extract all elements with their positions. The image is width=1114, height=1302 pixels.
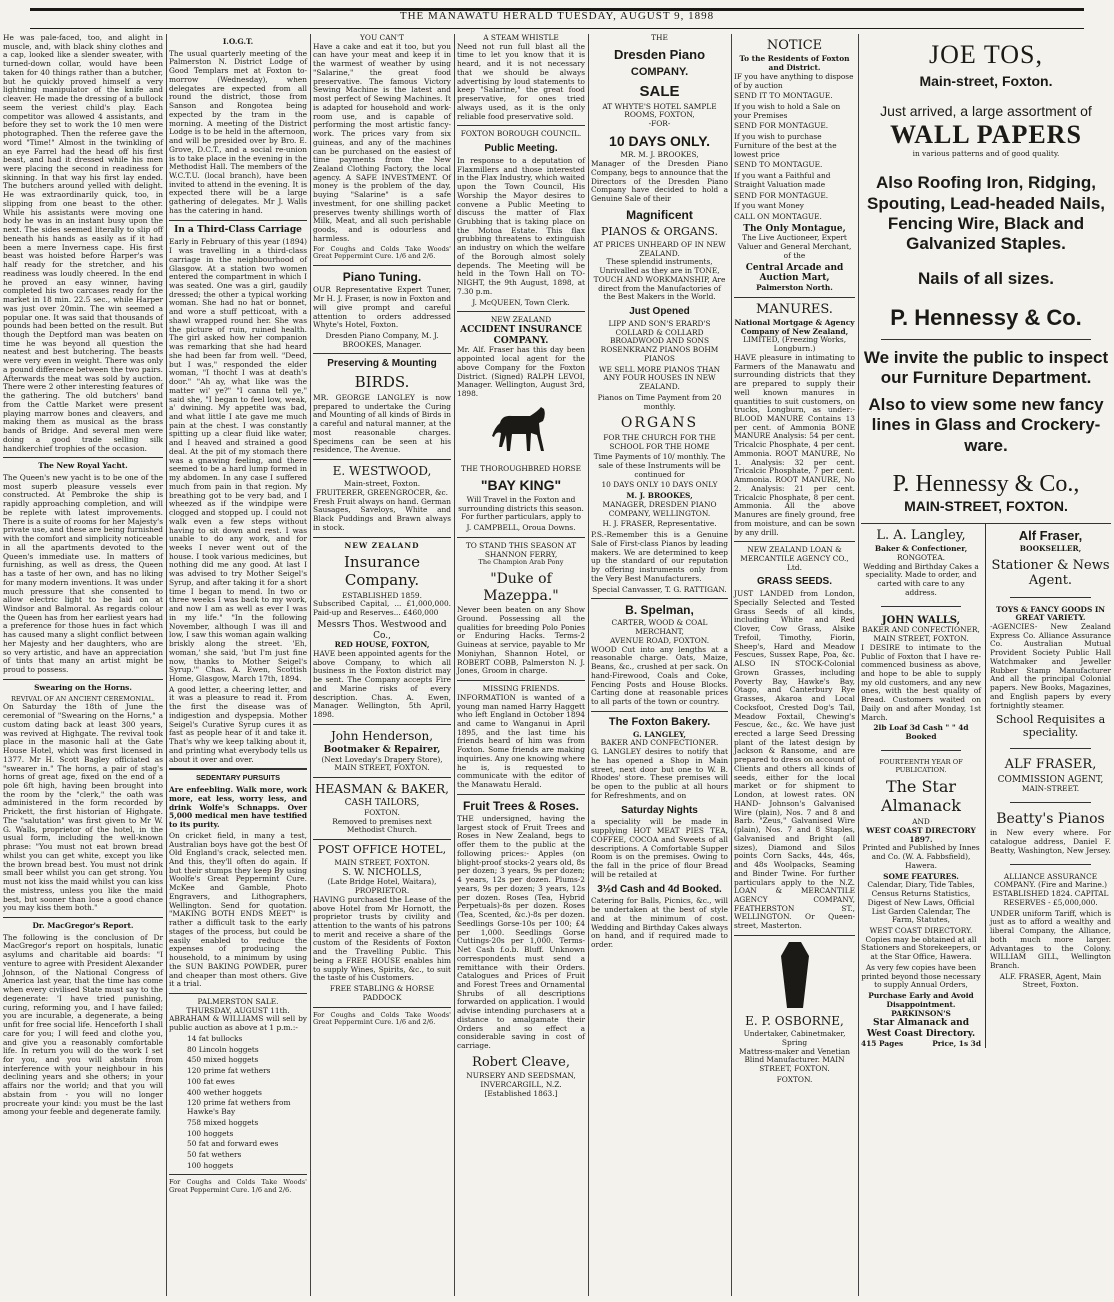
ad-subcolumn <box>986 524 1111 1048</box>
list-item: 14 fat bullocks <box>187 1033 243 1043</box>
ad-text: WE SELL MORE PIANOS THAN ANY FOUR HOUSES IN NEW ZEALAND. <box>598 364 721 392</box>
ad-heading: The Star Almanack <box>881 777 961 816</box>
ad-text: UNDER uniform Tariff, which is just as to afford a wealthy and liberal Company, the Alliance, both much more larger. Advantages to the Colony. WILLIAM GILL, Wellington Branch. <box>990 908 1111 970</box>
ad-text: a speciality will be made in supplying HOT MEAT PIES TEA, COFFEE, COCOA and Sweets of all descriptions. A Comfortable Supper Room is on the premises. Owing to the fall in the price of flour Bread will be retailed at <box>591 817 728 879</box>
ad-heading: 10 DAYS ONLY. <box>609 132 710 149</box>
list-item: If you wish to purchase Furniture of the best at the lowest price <box>734 132 837 159</box>
ad-text: Removed to premises next Methodist Church. <box>332 816 432 835</box>
list-item: If you wish to hold a Sale on your Premises <box>734 102 841 120</box>
sale-list <box>169 1035 307 1171</box>
ad-heading: PIANOS & ORGANS. <box>601 225 718 238</box>
column-2 <box>166 34 310 1296</box>
ad-text: FRUITERER, GREENGROCER, &c. <box>315 487 449 497</box>
column-7 <box>858 34 1114 1296</box>
ad-text: -AGENCIES- New Zealand Express Co. Alliance Assurance Co. Australian Mutual Provident Society Public Hall Watchmaker and Jeweller Rubber Stamp Manufacturer And all the principal Colonial papers. New Books, Magazines, and English papers by every fortnightly steamer. <box>990 621 1111 710</box>
ad-text: BOOKSELLER, <box>1019 544 1082 554</box>
column-5 <box>588 34 731 1296</box>
ad-heading: E. P. OSBORNE, <box>745 1013 844 1028</box>
list-item: 120 prime fat wethers <box>187 1066 271 1076</box>
ad-text: Baker & Confectioner, <box>874 544 968 554</box>
ad-text: For Coughs and Colds Take Woods' Great Peppermint Cure. 1/6 and 2/6. <box>169 1178 307 1195</box>
list-item: IF you have anything to dispose of by auction <box>734 71 854 90</box>
ad-text: COMMISSION AGENT, <box>997 774 1104 785</box>
list-item: 50 fat wethers <box>187 1150 242 1159</box>
ad-text: MAIN STREET, FOXTON. <box>334 857 430 867</box>
ad-heading: ORGANS <box>620 415 699 432</box>
ad-heading: NEW ZEALAND LOAN & MERCANTILE AGENCY CO., Ltd. <box>740 545 849 572</box>
ad-heading: Just Opened <box>629 306 690 318</box>
ad-heading: ACCIDENT INSURANCE COMPANY. <box>460 325 582 346</box>
ad-heading: "BAY KING" <box>480 477 562 494</box>
ad-text: ALLIANCE ASSURANCE COMPANY. (Fire and Marine.) ESTABLISHED 1824. CAPITAL RESERVES - £5,000,000. <box>992 871 1109 907</box>
coffin-illustration <box>775 940 815 1010</box>
ad-text: Also Roofing Iron, Ridging, Spouting, Lead-headed Nails, Fencing Wire, Black and Galvanized Staples. <box>866 173 1106 254</box>
ad-heading: To the Residents of Foxton and District. <box>739 54 850 73</box>
ad-text: JUST LANDED from London, Specially Selected and Tested Grass Seeds of all kinds, including White and Red Clover, Cow Grass, Alsike Trefoil, Timothy, Fiorin, Sheep's, Hard and Meadow Fescues, Sussex Rape, Poa, &c. ALSO IN STOCK-Colonial Grown Grasses, including Poverty Bay, Hawke's Bay, Otago, and Canterbury Rye Grasses, Akaroa and Local Cocksfoot, Crested Dog's Tail, Meadow Foxtail, Chewing's Fescue, &c., &c. We have just erected a large Seed Dressing plant of the latest design by Jackson & Ransome, and are prepared to dress on account of Clients and others all kinds of seeds, either for the local market or for shipment to London, at lowest rates. ON HAND- Johnson's Galvanised Wire (plain), Nos. 7 and 8 and Barb. "Zeus," Galvanised Wire (plain), Nos. 7 and 8 Staples, Galvanised and Bright (all sizes), Diamond and Silos points Corn Sacks, 44s, 46s, and 48s Woolpacks, Seaming and Binder Twine. For further particulars apply to the N.Z. LOAN & MERCANTILE AGENCY COMPANY, FEATHERSTON ST., WELLINGTON. Or Queen-street, Masterton. <box>734 589 855 931</box>
ad-heading: PALMERSTON SALE. <box>197 996 279 1006</box>
ad-heading: P. Hennessy & Co., <box>892 470 1080 497</box>
ad-heading: E. WESTWOOD, <box>332 464 432 479</box>
ad-heading: National Mortgage & Agency Company of New Zealand, <box>734 317 855 336</box>
ad-text: HAVE pleasure in intimating to Farmers of the Manawatu and surrounding districts that they are prepared to supply their well known manures in quantities to suit customers, on trucks, Longburn, as under:- BLOOD MANURE Contains 13 per cent. of Ammonia BONE MANURE Analysis: 54 per cent. Tricalcic Phosphate, 4 per cent. Ammonia. ROOT MANURE, No 1. Analysis: 32 per cent. Tricalcic Phosphate, 7 per cent. Ammonia. ROOT MANURE, No 2. Analysis: 21 per cent. Tricalcic Phosphate, 8 per cent. Ammonia. All the above Manures are finely ground, free from moisture, and can be sown by any drill. <box>734 352 855 537</box>
ad-text: G. LANGLEY desires to notify that he has opened a Shop in Main street, next door but one to W. B. Rhodes' store. These premises will be open to the public at all hours for Refreshments, and on <box>591 747 728 800</box>
list-item: 80 Lincoln hoggets <box>187 1044 259 1054</box>
list-item: 758 mixed hoggets <box>187 1117 259 1127</box>
ad-text: Messrs Thos. Westwood and Co., <box>317 619 447 641</box>
article-subheading: REVIVAL OF AN ANCIENT CEREMONIAL. <box>10 694 156 703</box>
ad-text: AND <box>912 817 930 827</box>
ad-heading: COMPANY. <box>630 66 689 79</box>
ad-text: MR. GEORGE LANGLEY is now prepared to undertake the Curing and Mounting of all kinds of Birds in a careful and natural manner, at the most reasonable charges. Specimens can be seen at his residence, The Avenue. <box>313 392 451 455</box>
ad-text: WOOD Cut into any lengths at a reasonable charge. Oats, Maize, Beans, &c., crushed at per sack. On hand-Firewood, Coals and Coke, Fencing Posts and House Blocks. Carting done at reasonable prices to all parts of the town or country. <box>591 644 728 707</box>
ad-heading: Public Meeting. <box>484 143 558 155</box>
ad-text: Main-street, Foxton. <box>343 479 421 489</box>
column-4 <box>454 34 588 1296</box>
ad-heading: MISSING FRIENDS. <box>482 684 560 694</box>
article-heading: The New Royal Yacht. <box>38 461 128 471</box>
article-text: Early in February of this year (1894) I was travelling in a third-class carriage in the neighbourhood of Glasgow. At a station two women entered the compartment in which I was seated. One was a girl, gaudily dressed; the other a typical working woman. She had no hat or bonnet, and wore a stuff petticoat, with a shawl wrapped round her. She was the picture of ruin, ruined health. The girl asked how her companion was remarking that she had heard she had been far from well. "Deed, but I was," responded the elder woman, "I thocht I was at death's door." "Ah ay, what like was the matter wi' ye?" "I canna tell ye," said she, "I began to feel low, weak, a' dwining. My appetite was bad, and what little I ate gave me much pain at the chest. I was constantly spitting up a clear fluid like water, and I heaved and strained a good deal. At the pit of my stomach there was a gnawing feeling, and there seemed to be a hard lump formed in my abdomen. In any case I suffered much from pain in that region. My breathing got to be very bad, and I wheezed as if the windpipe were clogged and stopped up. I could not walk even a few steps without having to sit down and rest. I was unable to do any work, and for weeks I never went out of the house. I took various medicines, but nothing did me any good. At last I was advised to try Mother Seigel's Syrup, and after taking it for a short time I began to mend. In two or three weeks I was back to my work, and now I am as well as ever I was in my life." "In the following November, although I was ill and low, I saw this woman again walking briskly along the street. 'Eh, woman,' she said, 'but I'm just fine now, thanks to Mother Seigel's Syrup.'" Chas. A. Ewen, Scottish Home, Glasgow, March 17th, 1894. <box>169 237 307 684</box>
ad-heading: JOHN WALLS, <box>881 614 961 626</box>
ad-text: ALF. FRASER, Agent, Main Street, Foxton. <box>999 971 1102 990</box>
ad-text: -FOR- <box>648 119 671 129</box>
ad-heading: School Requisites a speciality. <box>995 713 1106 740</box>
ad-date: THURSDAY, AUGUST 11th. <box>186 1005 290 1015</box>
ad-text: I DESIRE to intimate to the Public of Foxton that I have re-commenced business as above, and hope to be able to supply my old customers, and any new ones, with the best quality of Bread. Customers waited on Daily on and after Monday, 1st March. <box>861 642 981 722</box>
ad-text: Main-street, Foxton. <box>919 72 1053 89</box>
ad-text: FOR THE CHURCH FOR THE SCHOOL FOR THE HOME <box>603 432 716 451</box>
ad-heading: FOXTON BOROUGH COUNCIL. <box>460 129 582 139</box>
ad-text: ESTABLISHED 1859. <box>342 590 422 600</box>
ad-text: THE undersigned, having the largest stock of Fruit Trees and Roses in New Zealand, begs to offer them to the public at the following prices:- Apples (on blight-proof stocks-2 years old, 8s per dozen; 3 years, 9s per dozen; 4 years, 12s per dozen. Plums-2 years, 9s per dozen; 3 years, 12s per dozen. Roses (Tea, Hybrid Perpetuals)-8s per dozen. Roses (Tea, Scented, &c.)-8s per dozen. Seedlings Gorse-10s per 100; £4 per 1,000. Seedlings Gorse Cuttings-20s per 1,000. Terms-Net Cash f.o.b. Bluff. Unknown correspondents must send a remittance with their Orders. Catalogues and Prices of Fruit and Forest Trees and Ornamental Shrubs of all descriptions forwarded on application. I would advise intending purchasers at a distance to amalgamate their Orders and so effect a considerable saving in cost of carriage. <box>457 814 585 1051</box>
list-item: 50 fat and forward ewes <box>187 1139 279 1149</box>
article-heading: Swearing on the Horns. <box>34 682 132 692</box>
list-item: If you want a Faithful and Straight Valuation made <box>734 171 831 189</box>
ad-text: Undertaker, Cabinetmaker, Spring <box>743 1029 846 1047</box>
ad-text: J. McQUEEN, Town Clerk. <box>472 297 570 307</box>
ad-text: Purchase Early and Avoid Disappointment. <box>868 991 974 1009</box>
ad-text: Need not run full blast all the time to let you know that it is heard, and it is not necessary that we should be always advertising by loud statements to keep "Salarine," the great food preservative, for ones tried always used, as it is the only reliable food preservative sold. <box>457 41 585 121</box>
ad-text: FOXTON. <box>364 807 400 817</box>
list-item: SEND TO MONTAGUE. <box>734 160 823 170</box>
ad-text: RONGOTEA. <box>896 552 946 562</box>
ad-text: These splendid instruments, Unrivalled as they are in TONE, TOUCH AND WORKMANSHIP, Are direct from the Manufactories of the Best Makers in the World. <box>593 257 726 302</box>
ad-heading: MANURES. <box>756 301 833 317</box>
ad-text: The Live Auctioneer, Expert Valuer and General Merchant, of the <box>737 233 852 260</box>
ad-heading: JOE TOS, <box>929 40 1043 69</box>
ad-heading: Central Arcade and Auction Mart, <box>745 262 844 284</box>
ad-text: FREE STABLING & HORSE PADDOCK <box>329 984 435 1002</box>
ad-text: In response to a deputation of Flaxmillers and those interested in the Flax Industry, which waited upon the Town Council, His Worship the Mayor desires to convene a Public Meeting to discuss the matter of Flax Grubbing that is taking place on the Motoa Estate. This flax grubbing threatens to extinguish an industry on which the welfare of the Borough almost solely depends. The Meeting will be held in the Town Hall on TO-NIGHT, the 9th August, 1898, at 7.30 p.m. <box>457 155 585 296</box>
ad-text: G. LANGLEY, <box>633 729 686 739</box>
list-item: 100 fat ewes <box>187 1076 235 1086</box>
horse-illustration <box>486 403 556 461</box>
article-heading: Dr. MacGregor's Report. <box>32 921 134 930</box>
list-item: SEND FOR MONTAGUE. <box>734 190 829 200</box>
list-item: CALL ON MONTAGUE. <box>734 212 822 222</box>
list-item: 450 mixed hoggets <box>187 1055 259 1065</box>
ad-text: BAKER AND CONFECTIONER, <box>862 625 980 635</box>
ad-text: Just arrived, a large assortment of <box>880 103 1092 120</box>
article-heading: I.O.G.T. <box>222 37 254 46</box>
ad-heading: NOTICE <box>766 38 823 53</box>
list-item: 100 hoggets <box>187 1160 234 1170</box>
ad-text: Never been beaten on any Show Ground. Possessing all the qualities for breeding Polo Ponies or Enduring Hacks. Terms-2 Guineas at service, payable to Mr Moniyhan, Shannon Hotel, or ROBERT COBB, Palmerston N. J. Jones, Groom in charge. <box>457 605 585 676</box>
ad-text: [Established 1863.] <box>484 1088 558 1098</box>
ad-text: FOURTEENTH YEAR OF PUBLICATION. <box>879 757 963 774</box>
ad-text: For Coughs and Colds Take Woods' Great Peppermint Cure. 1/6 and 2/6. <box>313 1010 451 1027</box>
ad-text: INFORMATION is wanted of a young man named Harry Haggett who left England in October 1894 and came to Wanganui in April 1895, and the last time his friends heard of him was from Foxton. Some friends are making inquiries. Any one knowing where he is, is requested to communicate with the editor of the Manawatu Herald. <box>457 692 585 790</box>
ad-heading: Saturday Nights <box>621 804 698 816</box>
ad-text: LIPP AND SON'S ERARD'S COLLARD & COLLARD BROADWOOD AND SONS ROSENKRANZ PIANOS BOHM PIANOS <box>600 318 719 363</box>
ad-heading: Star Almanack and West Coast Directory. <box>866 1018 976 1039</box>
ad-text: Have a cake and eat it too, but you can have your meat and keep it in the warmest of weather by using "Salarine," the great food preservative. The famous Victory Sewing Machine is the latest and most perfect of Sewing Machines. It is adapted for household and work-room use, and is capable of performing the most artistic fancy-work. The prices vary from six guineas, and any of the machines can be purchased on the easiest of time payments from the New Zealand Clothing Factory, the local agency. A SAFE INVESTMENT. Of money is the problem of the day, buying "Salarine" is a safe investment, for one shilling packet preserves twenty shillings worth of Milk, Meat, and all such perishable goods, and is odourless and harmless. <box>313 41 451 243</box>
column-3 <box>310 34 454 1296</box>
ad-heading: Robert Cleave, <box>472 1054 570 1070</box>
ad-heading: YOU CAN'T <box>360 34 404 42</box>
ad-text: BAKER AND CONFECTIONER. <box>600 738 719 748</box>
ad-heading: Magnificent <box>626 207 693 222</box>
list-item: SEND FOR MONTAGUE. <box>734 121 829 131</box>
ad-text: 2lb Loaf 3d Cash " " 4d Booked <box>873 723 969 742</box>
ad-text: in New every where. For catalogue address, Daniel F. Beatty, Washington, New Jersey. <box>990 828 1111 855</box>
ad-text: in various patterns and of good quality. <box>912 149 1060 159</box>
ad-heading: Insurance Company. <box>344 553 420 590</box>
ad-heading: The Only Montague, <box>743 223 846 234</box>
ad-text: Printed and Published by Innes and Co. (W. A. Fabbsfield), Hawera. <box>862 843 980 870</box>
ad-text: OUR Representative Expert Tuner, Mr H. J. Fraser, is now in Foxton and will give prompt and careful attention to orders addressed Whyte's Hotel, Foxton. <box>313 285 451 330</box>
ad-text: Are enfeebling. Walk more, work more, eat less, worry less, and drink Wolfe's Schnapps. Over 5,000 medical men have testified to its purity. <box>169 785 307 830</box>
ad-heading: L. A. Langley, <box>876 527 966 543</box>
ad-text: Subscribed Capital, ... £1,000,000. Paid-up and Reserves... £460,000 <box>313 599 451 618</box>
ad-heading: GRASS SEEDS. <box>756 576 833 588</box>
ad-text: Calendar, Diary, Tide Tables, Census Returns Statistics, Digest of New Laws, Official List Garden Calendar, The Farm, Statutes, <box>867 880 975 925</box>
ad-text: NURSERY AND SEEDSMAN, INVERCARGILL, N.Z. <box>466 1071 576 1089</box>
ad-text: MAIN-STREET. <box>1021 784 1080 794</box>
ad-heading: SOME FEATURES. <box>883 871 959 881</box>
ad-text: H. J. FRASER, Representative. <box>602 519 717 529</box>
ad-text: ABRAHAM & WILLIAMS will sell by public auction as above at 1 p.m.:- <box>169 1014 307 1033</box>
ad-text: AVENUE ROAD, FOXTON. <box>609 635 710 645</box>
ad-text: 415 Pages <box>861 1038 904 1048</box>
ad-text: Time Payments of 10/ monthly. The sale of these Instruments will be continued for <box>593 452 726 479</box>
ad-text: S. W. NICHOLLS, <box>342 867 422 878</box>
ad-text: MAIN STREET, FOXTON. <box>873 634 969 644</box>
ad-text: FOXTON. <box>776 1074 813 1084</box>
ad-heading: Piano Tuning. <box>342 270 422 285</box>
ad-text: MANAGER, DRESDEN PIANO COMPANY, WELLINGTON. <box>602 499 717 518</box>
ad-text: Copies may be obtained at all Stationers and Storekeepers, or at the Star Office, Hawera. <box>861 934 982 962</box>
ad-heading: THE THOROUGHBRED HORSE <box>461 463 581 473</box>
ad-text: Mr. Alf. Fraser has this day been appointed local agent for the above Company for the Foxton District. (Signed) RALPH LEVOI, Manager. Wellington, August 3rd, 1898. <box>457 345 585 398</box>
ad-text: (Late Bridge Hotel, Waitara), PROPRIETOR. <box>327 877 437 896</box>
list-item: If you want Money <box>734 201 804 211</box>
ad-text: TOYS & FANCY GOODS IN GREAT VARIETY. <box>995 604 1106 623</box>
ad-text: Manager of the Dresden Piano Company, begs to announce that the Directors of the Dresden Piano Company have decided to hold a Genuine Sale of their <box>591 159 728 204</box>
ad-heading: Preserving & Mounting <box>327 358 437 370</box>
ad-text: Fresh Fruit always on hand. German Sausages, Saveloys, White and Black Puddings and Brawn always in stock. <box>313 496 451 532</box>
article-heading: In a Third-Class Carriage <box>174 224 302 235</box>
masthead-title: THE MANAWATU HERALD TUESDAY, AUGUST 9, 1898 <box>399 10 715 22</box>
ad-text: MAIN-STREET, FOXTON. <box>904 498 1068 515</box>
ad-heading: Alf Fraser, <box>1018 527 1083 543</box>
ad-heading: NEW ZEALAND <box>490 315 552 325</box>
ad-text: RED HOUSE, FOXTON, <box>334 640 430 650</box>
ad-text: We invite the public to inspect our Furniture Department. <box>863 348 1109 388</box>
ad-text: Also to view some new fancy lines in Glass and Crockery-ware. <box>868 394 1104 455</box>
ad-footer <box>861 1040 981 1049</box>
ad-heading: Beatty's Pianos <box>996 810 1105 827</box>
ad-text: P.S.-Remember this is a Genuine Sale of First-class Pianos by leading makers. We are determined to keep up the standard of our reputation by offering instruments only from the Very Best Manufacturers. <box>591 530 728 583</box>
masthead <box>0 0 1114 30</box>
ad-subcolumn <box>861 524 986 1048</box>
ad-text: J. CAMPBELL, Oroua Downs. <box>466 523 576 533</box>
ad-text: Dresden Piano Company, M. J. BROOKES, Manager. <box>325 330 439 349</box>
ad-text: MR. M. J. BROOKES, <box>620 150 699 160</box>
montague-list <box>734 73 855 222</box>
ad-heading: Nails of all sizes. <box>917 268 1055 288</box>
ad-text: (Next Loveday's Drapery Store), MAIN STREET, FOXTON. <box>321 754 443 773</box>
ad-heading: SALE <box>639 83 680 101</box>
ad-heading: Fruit Trees & Roses. <box>462 798 580 813</box>
ad-text: PARKINSON'S <box>891 1008 951 1018</box>
ad-text: For Coughs and Colds Take Woods' Great Peppermint Cure. 1/6 and 2/6. <box>313 244 451 261</box>
ad-text: HAVE been appointed agents for the above Company, to which all business in the Foxton district may be sent. The Company accepts Fire and Marine risks of every description. Chas. A. Ewen, Manager. Wellington, 5th April, 1898. <box>313 648 451 720</box>
ad-text: WEST COAST DIRECTORY. <box>869 925 973 935</box>
ad-heading: SEDENTARY PURSUITS <box>195 773 281 783</box>
ad-heading: WEST COAST DIRECTORY 1897. <box>866 825 976 844</box>
ad-heading: POST OFFICE HOTEL, <box>317 842 447 856</box>
ad-text: THE <box>651 34 668 42</box>
ad-heading: Stationer & News Agent. <box>991 557 1110 589</box>
ad-heading: P. Hennessy & Co. <box>890 305 1082 331</box>
list-item: SEND IT TO MONTAGUE. <box>734 91 833 101</box>
ad-text: As very few copies have been printed beyond those necessary to supply Annual Orders, <box>861 962 981 990</box>
ad-text: HAVING purchased the Lease of the above Hotel from Mr Hornott, the proprietor trusts by civility and attention to the wants of his patrons to merit and receive a share of the custom of the Residents of Foxton and the Travelling Public. This being a FREE HOUSE enables him to supply Wines, Spirits, &c., to suit the taste of his Customers. <box>313 894 451 983</box>
ad-heading: The Foxton Bakery. <box>608 715 711 728</box>
column-6 <box>731 34 858 1296</box>
ad-text: Mattress-maker and Venetian Blind Manufacturer. MAIN STREET, FOXTON. <box>739 1046 850 1073</box>
list-item: 400 wether hoggets <box>187 1087 262 1097</box>
ad-text: AT WHYTE'S HOTEL SAMPLE ROOMS, FOXTON, <box>602 101 717 120</box>
ad-heading: B. Spelman, <box>625 603 694 618</box>
ad-text: On cricket field, in many a test, Australian boys have got the best Of Old England's crack, selected men. And this, they'll often do again. If but their stumps they keep By using Woolfe's Great Peppermint Cure. McKee and Gamble, Photo Engravers, and Lithographers, Wellington. Send for quotation. "MAKING BOTH ENDS MEET" is rather a difficult task to the early stages of the process, but could be easily enabled to reduce the expenses of producing the household, to a minimum by using the SUN BAKING POWDER, purer and cheaper than most others. Give it a trial. <box>169 830 307 989</box>
article-text: On Saturday the 18th of June the ceremonial of "Swearing on the Horns," a custom dating back at least 300 years, was revived at Highgate. The revival took place in the masonic hall at the Gate House Hotel, which was first licensed in 1377. Mr H. Scott Bagley officiated as "swearer in." The horns, a pair of stag's horns of great age, fixed on the end of a pole 6ft high, having been brought into the room by the "clerk," the oath was administered in the form recorded by Prickett, the first historian of Highgate. The "salutation" was first given to Mr W. G. Walls, proprietor of the hotel, in the usual form, including the well-known phrase: "You must not eat brown bread whilst you can get white, except you like the brown bread best. You must not drink small beer whilst you can get strong. You must not kiss the maid whilst you can kiss the mistress, unless you like the maid best, but sooner than lose a good chance you may kiss them both." <box>3 702 163 913</box>
ad-heading: A STEAM WHISTLE <box>483 34 559 42</box>
list-item: 120 prime fat wethers from Hawke's Bay <box>187 1098 291 1117</box>
article-text: The usual quarterly meeting of the Palmerston N. District Lodge of Good Templars met at Foxton to-morrow (Wednesday), when delegates are expected from all round the district, those from Sanson and Rongotea being expected by the tram in the morning. A meeting of the District Lodge is to be held in the afternoon, and will be presided over by Bro. E. Grove, D.C.T., and a social re-union is to take place in the evening in the Methodist Hall. The members of the W.C.T.U. (local branch), have been invited to attend in the evening. It is expected there will be a large gathering of delegates. Mr J. Walls has the catering in hand. <box>169 48 307 215</box>
ad-text: Pianos on Time Payment from 20 monthly. <box>597 392 722 411</box>
ad-text: Wedding and Birthday Cakes a speciality. Made to order, and carted with care to any address. <box>863 561 979 597</box>
article-text: He was pale-faced, too, and alight in muscle, and, with black shiny clothes and a cap, looked like a slender sweater, with turned-down collar, would have been taken for 40 things rather than a butcher, but he quickly proved himself a very lightning manipulator of the knife and cleaver. He made the dressing of a bullock seem the veriest child's play. Each competitor was allowed 4 assistants, and before they set to work the 10 men were photographed. Then the referee gave the word "Time!" Almost in the twinkling of an eye Farrel had the head off his first beast, and had it dressed while his men were placing the second in readiness for skinning. In that way his first lay ended. The butchers around yelled with delight. He was extraordinarily quick, too, in slipping from one beast to the other. While his assistants were moving one body he was in an instant busy upon the next. The sides seemed literally to slip off beneath his hands as easily as if it had been a mere Inverness cape. His first beast was hoisted before Harper's was half ready for the stretcher, and his readiness was loudly cheered. In the end he proved an easy winner, having completed his two carcases ready for the market in 18 min. 22.5 sec., while Harper was just over 20min. The win seemed a popular one. It was said that thousands of pounds had been betted on the result. But though the Deptford man was beaten on time he was beyond all question the neatest and best butchering. The beasts were very even in weight. There was only a pound difference between the two pairs. Afterwards the meat was sold by auction. There were 2 other interesting features of the gathering. The old butchers' band from the Cattle Market were present playing marrow bones and cleavers, and making them as musical as the brass bands of Bridge. And several men were doing a good trade selling silk handkerchief trophies of the occasion. <box>3 34 163 453</box>
ad-text: CARTER, WOOD & COAL MERCHANT, <box>611 618 708 637</box>
article-text: The following is the conclusion of Dr MacGregor's report on hospitals, lunatic asylums and charitable aid boards: "I venture to agree with President Alexander Johnson, of the National Congress of America last year, that the time has come when every civilised State must say to the degenerate: 'I have tried punishing, curing, reforming you, and I have failed; you are incurable, a degenerate, a being unfit for free social life. Henceforth I shall care for you; I will feed and clothe you, and give you a reasonably comfortable life. In return you will do the work I set for you, and you will abstain from interference with your neighbour in his declining years and she others; in your affairs nor the world; and that you will abstain from - you will no longer procreate your kind: you must be the last among your feeble and degenerate family. <box>3 932 163 1117</box>
ad-heading: TO STAND THIS SEASON AT SHANNON FERRY, <box>465 540 577 559</box>
ad-heading: 3½d Cash and 4d Booked. <box>597 883 722 895</box>
ad-text: CASH TAILORS, <box>344 798 420 809</box>
ad-text: Special Canvasser, T. G. RATTIGAN. <box>592 584 727 594</box>
ad-heading: ALF FRASER, <box>1004 757 1097 773</box>
article-text: A good letter, a cheering letter, and it was a pleasure to read it. From the first the disease was of indigestion and dyspepsia. Mother Seigel's Curative Syrup cures it as fast as people hear of it and take it. That's why we keep talking about it, and printing what everybody tells us about it over and over. <box>169 684 307 764</box>
ad-grid <box>861 524 1111 1048</box>
ad-text: Price, 1s 3d <box>932 1038 981 1048</box>
ad-heading: "Duke of Mazeppa." <box>483 571 559 604</box>
ad-heading: NEW ZEALAND <box>344 540 420 550</box>
ad-text: M. J. BROOKES, <box>626 491 693 501</box>
column-1 <box>0 34 166 1296</box>
ad-text: LIMITED, (Freezing Works, Longburn.) <box>742 335 847 354</box>
ad-text: Will Travel in the Foxton and surrounding districts this season. For further particulars, apply to <box>458 494 584 522</box>
ad-heading: BIRDS. <box>354 373 410 392</box>
ad-text: Catering for Balls, Picnics, &c., will be undertaken at the best of style and at the minimum of cost. Wedding and Birthday Cakes always on hand, and if required made to order. <box>591 896 728 949</box>
ad-text: Bootmaker & Repairer, <box>323 744 441 755</box>
ad-heading: John Henderson, <box>330 728 434 743</box>
ad-heading: HEASMAN & BAKER, <box>315 782 449 797</box>
ad-heading: Dresden Piano <box>613 46 706 62</box>
ad-text: Palmerston North. <box>756 282 833 292</box>
ad-text: AT PRICES UNHEARD OF IN NEW ZEALAND. <box>593 239 726 258</box>
ad-heading: WALL PAPERS <box>890 119 1082 149</box>
article-text: The Queen's new yacht is to be one of the most superb pleasure vessels ever constructed. At Pembroke the ship is rapidly approaching completion, and will be replete with latest improvements. There is a suite of rooms for her Majesty's private use, and these are being furnished with the comfort and simplicity noticeable in all the apartments devoted to the Queen's immediate use. In matters of furnishing, as well as dress, the Queen has a taste of her own, and has no liking for many modern inventions. It was under much pressure that she consented to allow electric light to be laid on at Windsor and Balmoral. As regards colour the Queen has from her earliest years had a preference for those hues in fact which has caused many a slight conflict between her Majesty and her daughters, who are so very artistic, and have an appreciation of tints that many an artist might be proud to possess. <box>3 472 163 675</box>
ad-text: 10 DAYS ONLY 10 DAYS ONLY <box>601 480 718 490</box>
list-item: 100 hoggets <box>187 1128 234 1138</box>
ad-text: The Champion Arab Pony <box>478 558 564 567</box>
